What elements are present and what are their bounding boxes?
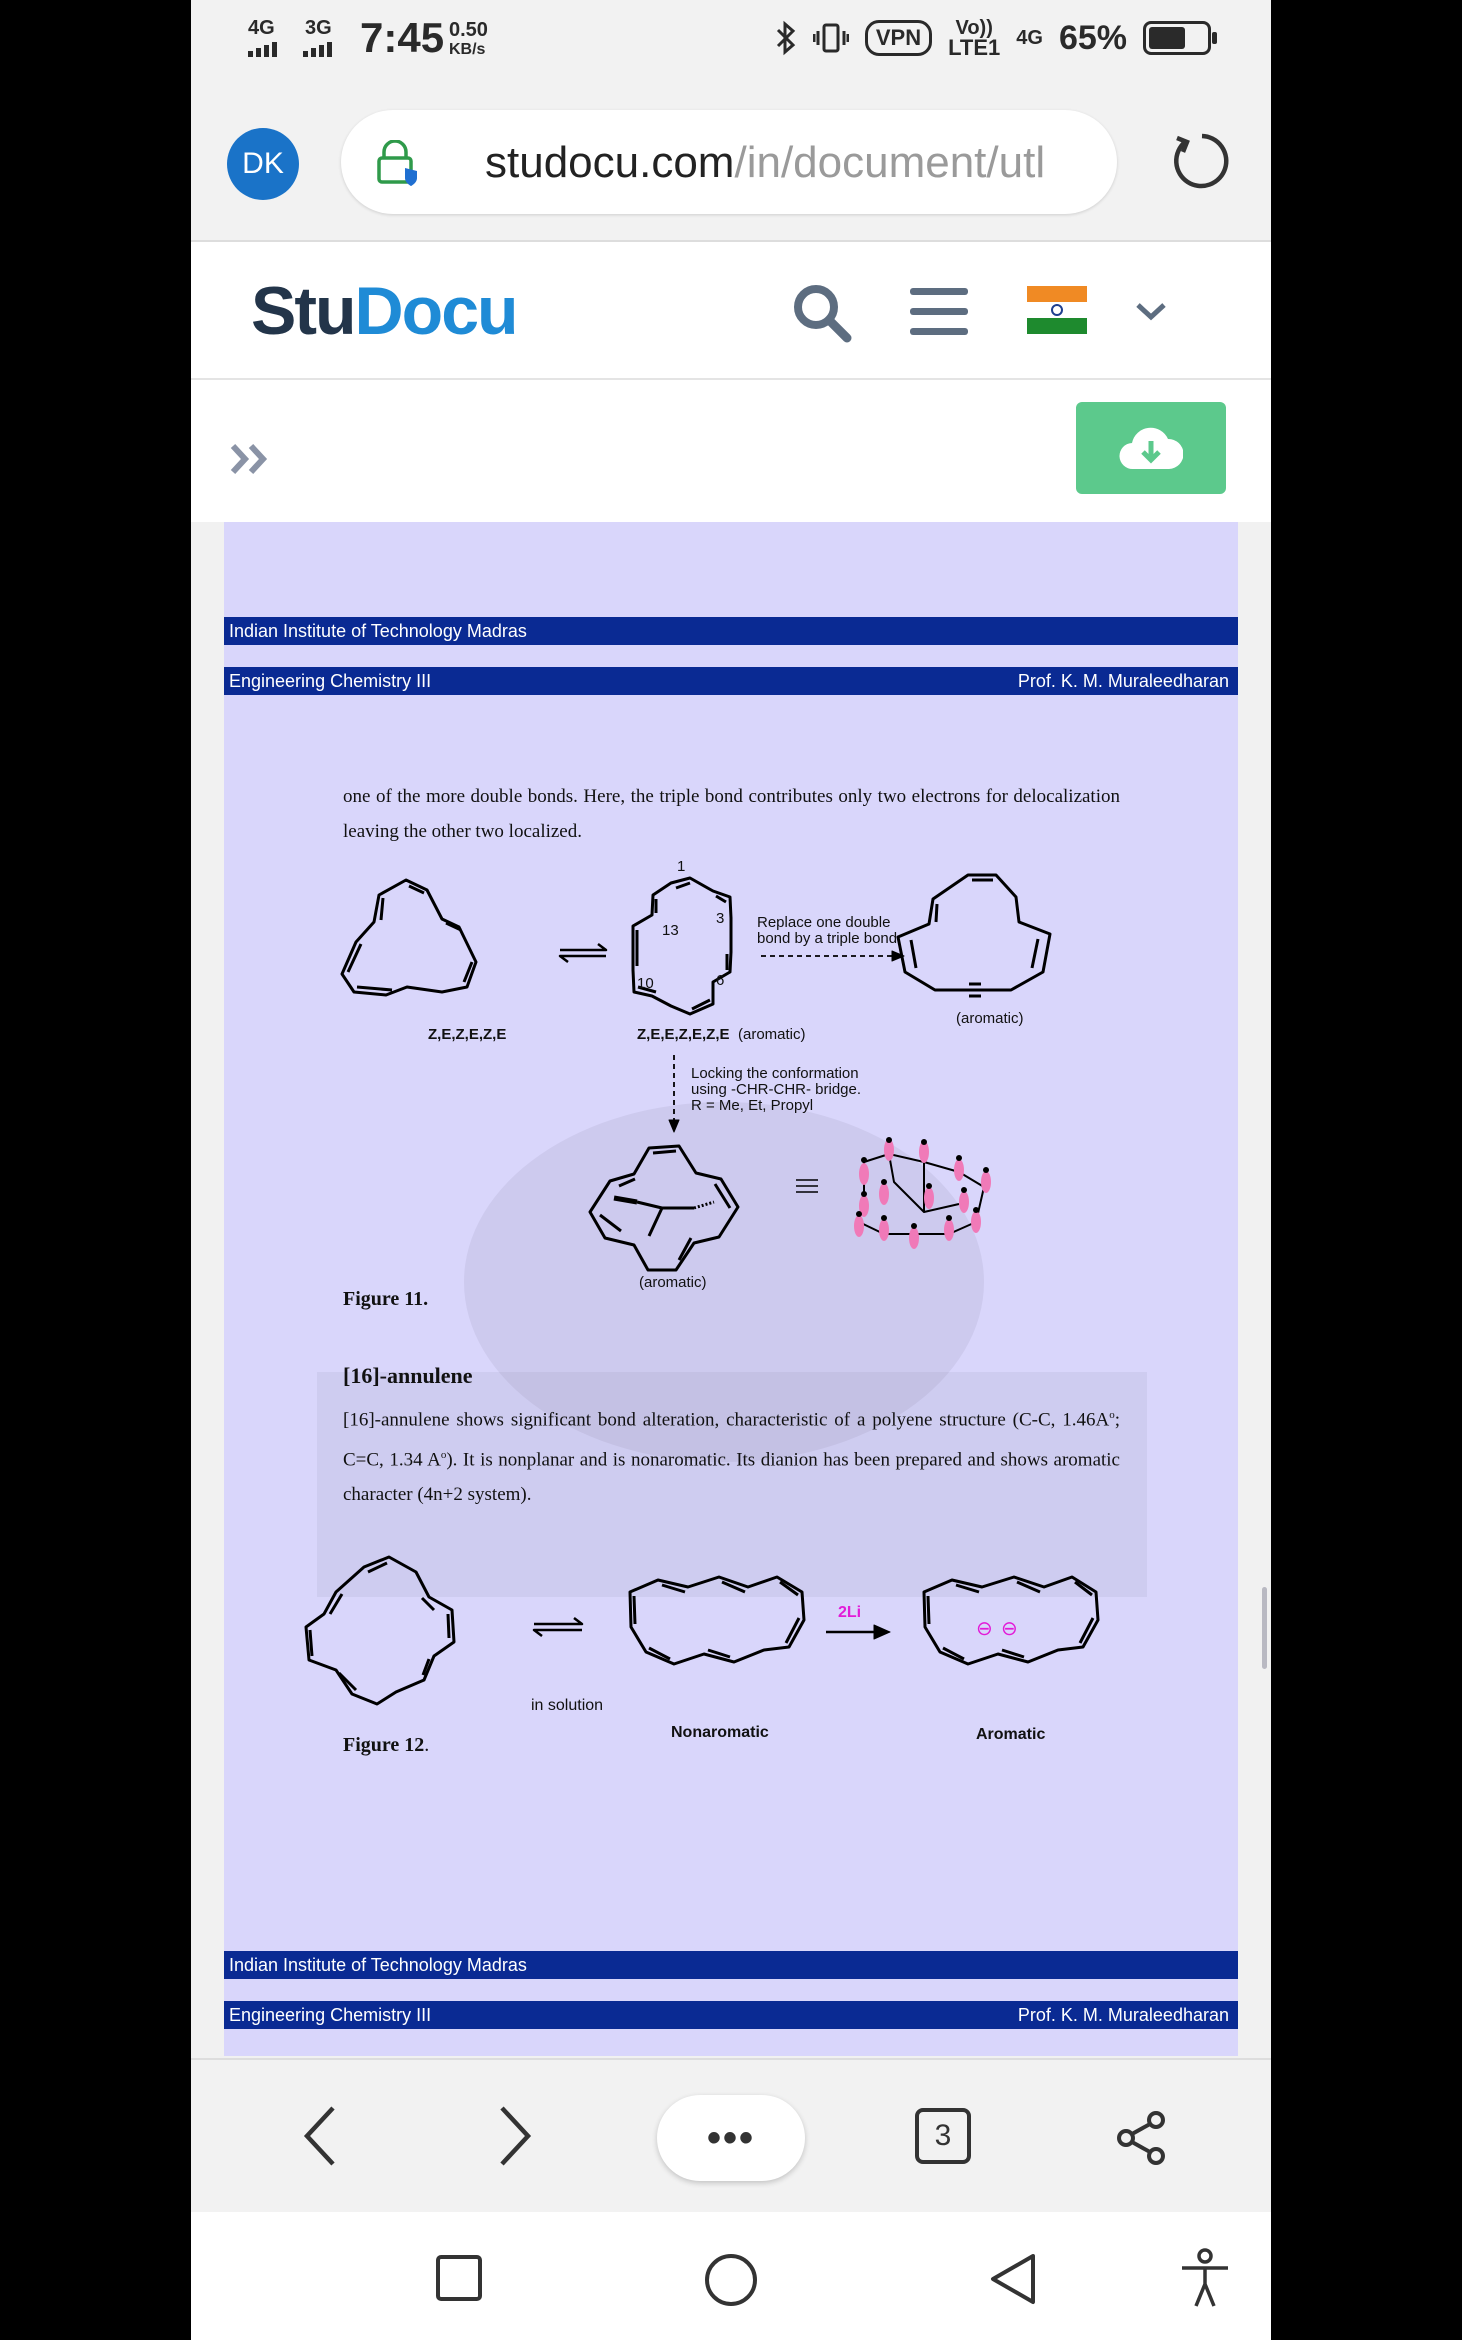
negative-charge: ⊖ bbox=[1001, 1618, 1018, 1640]
aromatic-label: (aromatic) bbox=[639, 1274, 707, 1291]
reagent-label: 2Li bbox=[838, 1604, 862, 1621]
bridged-annulene-structure bbox=[590, 1146, 738, 1270]
url-text[interactable] bbox=[485, 138, 1095, 188]
url-path: /in/document/utl bbox=[734, 138, 1046, 187]
aromatic-label: Aromatic bbox=[976, 1726, 1046, 1743]
equilibrium-arrow bbox=[534, 1618, 582, 1636]
author-name: Prof. K. M. Muraleedharan bbox=[1017, 671, 1229, 691]
superscript: o bbox=[1109, 1409, 1115, 1421]
document-page bbox=[224, 522, 1238, 2056]
clock: 7:45 bbox=[360, 14, 445, 61]
course-name: Engineering Chemistry III bbox=[229, 2005, 432, 2025]
battery-percent: 65% bbox=[1058, 18, 1127, 57]
document-toolbar bbox=[191, 380, 1271, 522]
scrollbar[interactable] bbox=[1262, 1587, 1267, 1669]
speed-unit: KB/s bbox=[449, 41, 486, 58]
accessibility-icon[interactable] bbox=[1178, 2248, 1232, 2308]
tabs-button[interactable]: 3 bbox=[915, 2108, 971, 2164]
battery-icon bbox=[1143, 21, 1211, 55]
figure-caption: Figure 11. bbox=[343, 1288, 429, 1310]
lock-note-line2: using -CHR-CHR- bridge. bbox=[691, 1081, 862, 1098]
volte-bottom: LTE1 bbox=[948, 35, 1001, 60]
back-triangle-icon[interactable] bbox=[988, 2252, 1038, 2306]
network-type-3: 4G bbox=[1016, 26, 1043, 49]
volte-indicator bbox=[948, 18, 1000, 58]
battery-level bbox=[1149, 27, 1185, 49]
india-flag-icon[interactable] bbox=[1027, 286, 1087, 334]
annulene-16-structure bbox=[306, 1557, 454, 1704]
annulene-aromatic-structure bbox=[633, 878, 731, 1014]
site-header bbox=[191, 242, 1271, 380]
browser-address-bar bbox=[191, 82, 1271, 242]
figure-caption bbox=[343, 1734, 429, 1757]
isomer-label-left: Z,E,Z,E,Z,E bbox=[428, 1026, 507, 1043]
nonaromatic-label: Nonaromatic bbox=[671, 1724, 769, 1741]
url-host: studocu.com bbox=[485, 138, 735, 187]
negative-charge: ⊖ bbox=[976, 1618, 993, 1640]
phone-screen bbox=[191, 0, 1271, 2340]
chevron-down-icon[interactable] bbox=[1135, 302, 1167, 322]
author-name: Prof. K. M. Muraleedharan bbox=[1017, 2005, 1229, 2025]
figure-caption-text: Figure 12 bbox=[343, 1734, 425, 1756]
paragraph bbox=[343, 1398, 1120, 1512]
isomer-label-suffix: (aromatic) bbox=[738, 1026, 806, 1043]
speed-value: 0.50 bbox=[449, 19, 488, 41]
status-bar bbox=[191, 0, 1271, 82]
url-field[interactable] bbox=[341, 110, 1117, 214]
system-navigation-bar bbox=[191, 2212, 1271, 2340]
signal-icon bbox=[248, 42, 277, 57]
download-button[interactable] bbox=[1076, 402, 1226, 494]
caption-period: . bbox=[424, 1734, 430, 1756]
atom-number-13: 13 bbox=[662, 922, 679, 939]
section-title: [16]-annulene bbox=[343, 1363, 473, 1388]
annulene-zezeze-structure bbox=[342, 880, 476, 995]
isomer-label-middle: Z,E,E,Z,E,Z,E bbox=[637, 1026, 730, 1043]
atom-number-10: 10 bbox=[637, 975, 654, 992]
in-solution-label: in solution bbox=[531, 1697, 604, 1714]
profile-avatar[interactable]: DK bbox=[227, 128, 299, 200]
institute-name: Indian Institute of Technology Madras bbox=[229, 1955, 527, 1975]
network-speed bbox=[449, 20, 488, 60]
vibrate-icon bbox=[813, 22, 849, 54]
share-icon[interactable] bbox=[1114, 2110, 1170, 2166]
home-icon[interactable] bbox=[703, 2252, 759, 2308]
bluetooth-icon bbox=[775, 20, 797, 56]
aromatic-label: (aromatic) bbox=[956, 1010, 1024, 1027]
institute-name: Indian Institute of Technology Madras bbox=[229, 621, 527, 641]
atom-number-3: 3 bbox=[716, 910, 725, 927]
logo-text-2: Docu bbox=[354, 273, 517, 349]
hamburger-menu-icon[interactable] bbox=[910, 286, 968, 338]
browser-bottom-bar bbox=[191, 2058, 1271, 2212]
lock-note-line3: R = Me, Et, Propyl bbox=[691, 1097, 814, 1114]
volte-top: Vo)) bbox=[955, 17, 993, 39]
para-text: ). It is nonplanar and is nonaromatic. Its dianion has been prepared and shows aromatic character (4n+2 system). bbox=[343, 1449, 1120, 1505]
lock-note-line1: Locking the conformation bbox=[691, 1065, 859, 1082]
logo-text-1: Stu bbox=[251, 273, 355, 349]
lock-shield-icon[interactable] bbox=[375, 140, 419, 186]
network-type-1: 4G bbox=[248, 17, 275, 39]
page-header-course bbox=[224, 2001, 1238, 2029]
reload-icon[interactable] bbox=[1169, 128, 1235, 194]
double-chevron-right-icon[interactable] bbox=[229, 442, 273, 476]
recent-apps-icon[interactable] bbox=[435, 2254, 483, 2302]
network-type-2: 3G bbox=[305, 17, 332, 39]
vpn-badge: VPN bbox=[865, 20, 932, 56]
atom-number-1: 1 bbox=[677, 858, 686, 875]
page-header-institute bbox=[224, 1951, 1238, 1979]
signal-icon bbox=[303, 42, 332, 57]
figure-11 bbox=[224, 522, 1238, 1302]
equilibrium-arrow bbox=[560, 944, 606, 962]
menu-button[interactable]: ••• bbox=[657, 2095, 805, 2181]
figure-12 bbox=[224, 1532, 1238, 1762]
cloud-download-icon bbox=[1119, 425, 1183, 471]
forward-arrow-icon[interactable] bbox=[498, 2104, 534, 2168]
replace-note-line2: bond by a triple bond bbox=[757, 930, 898, 947]
p-orbitals bbox=[854, 1139, 991, 1249]
status-icons bbox=[775, 18, 1211, 58]
para-text: ; C=C, 1.34 A bbox=[343, 1409, 1120, 1471]
studocu-logo[interactable] bbox=[251, 272, 517, 350]
course-name: Engineering Chemistry III bbox=[229, 671, 432, 691]
superscript: o bbox=[440, 1448, 447, 1461]
replace-note-line1: Replace one double bbox=[757, 914, 891, 931]
back-arrow-icon[interactable] bbox=[301, 2104, 337, 2168]
annulene-triple-bond-structure bbox=[898, 875, 1050, 996]
nonaromatic-structure bbox=[630, 1577, 804, 1664]
paragraph: one of the more double bonds. Here, the triple bond contributes only two electrons for delocalization leaving the other two localized. bbox=[343, 786, 1120, 842]
atom-number-6: 6 bbox=[716, 972, 725, 989]
search-icon[interactable] bbox=[791, 282, 853, 344]
document-viewer[interactable] bbox=[191, 522, 1271, 2058]
para-text: [16]-annulene shows significant bond alteration, characteristic of a polyene structure (C-C, 1.46A bbox=[343, 1409, 1110, 1431]
